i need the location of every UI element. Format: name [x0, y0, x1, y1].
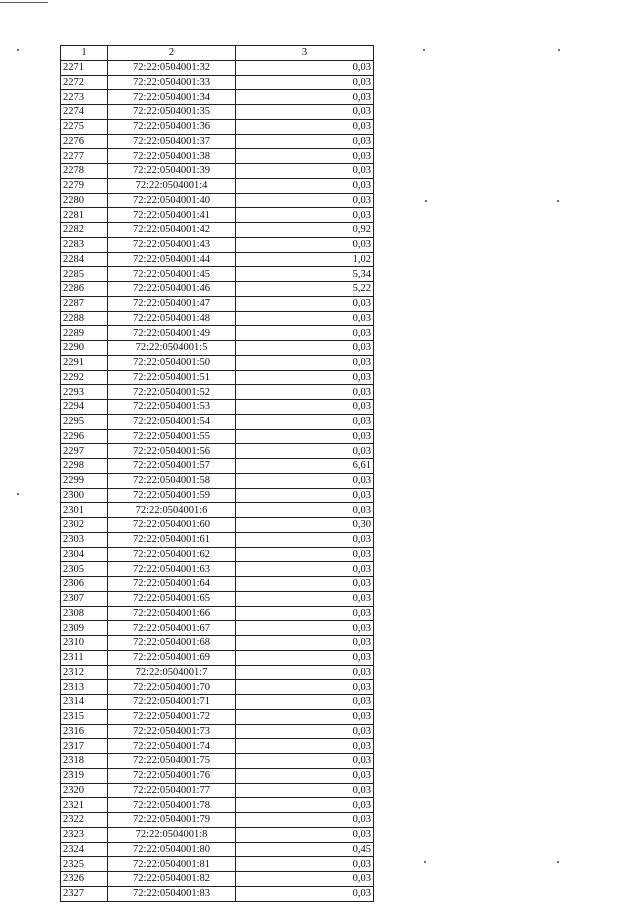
table-row — [61, 798, 374, 813]
cadastral-number-cell: 72:22:0504001:5 — [108, 341, 236, 356]
area-value-cell: 0,03 — [236, 370, 374, 385]
cadastral-number-cell: 72:22:0504001:8 — [108, 827, 236, 842]
table-row — [61, 562, 374, 577]
table-row — [61, 237, 374, 252]
area-value-cell: 0,03 — [236, 414, 374, 429]
area-value-cell: 0,03 — [236, 444, 374, 459]
cadastral-number-cell: 72:22:0504001:67 — [108, 621, 236, 636]
cadastral-number-cell: 72:22:0504001:62 — [108, 547, 236, 562]
table-row — [61, 606, 374, 621]
table-row — [61, 208, 374, 223]
area-value-cell: 0,03 — [236, 326, 374, 341]
area-value-cell: 0,03 — [236, 606, 374, 621]
area-value-cell: 0,03 — [236, 709, 374, 724]
row-number-cell: 2277 — [61, 149, 108, 164]
table-row — [61, 178, 374, 193]
table-row — [61, 577, 374, 592]
area-value-cell: 0,03 — [236, 562, 374, 577]
table-row — [61, 75, 374, 90]
cadastral-number-cell: 72:22:0504001:54 — [108, 414, 236, 429]
cadastral-number-cell: 72:22:0504001:7 — [108, 665, 236, 680]
area-value-cell: 0,03 — [236, 813, 374, 828]
row-number-cell: 2301 — [61, 503, 108, 518]
table-row — [61, 267, 374, 282]
row-number-cell: 2288 — [61, 311, 108, 326]
table-row — [61, 532, 374, 547]
cadastral-number-cell: 72:22:0504001:77 — [108, 783, 236, 798]
table-row — [61, 326, 374, 341]
cadastral-number-cell: 72:22:0504001:39 — [108, 164, 236, 179]
cadastral-number-cell: 72:22:0504001:61 — [108, 532, 236, 547]
area-value-cell: 0,03 — [236, 739, 374, 754]
cadastral-number-cell: 72:22:0504001:55 — [108, 429, 236, 444]
area-value-cell: 0,03 — [236, 798, 374, 813]
area-value-cell: 0,03 — [236, 547, 374, 562]
table-row — [61, 754, 374, 769]
scan-speck — [17, 49, 19, 51]
table-row — [61, 473, 374, 488]
table-row — [61, 164, 374, 179]
column-header-number: 1 — [61, 46, 108, 61]
area-value-cell: 0,03 — [236, 636, 374, 651]
row-number-cell: 2285 — [61, 267, 108, 282]
cadastral-number-cell: 72:22:0504001:4 — [108, 178, 236, 193]
row-number-cell: 2294 — [61, 400, 108, 415]
scan-speck — [424, 861, 426, 863]
row-number-cell: 2274 — [61, 105, 108, 120]
cadastral-number-cell: 72:22:0504001:38 — [108, 149, 236, 164]
row-number-cell: 2293 — [61, 385, 108, 400]
area-value-cell: 0,03 — [236, 695, 374, 710]
area-value-cell: 0,03 — [236, 591, 374, 606]
row-number-cell: 2303 — [61, 532, 108, 547]
table-row — [61, 709, 374, 724]
area-value-cell: 1,02 — [236, 252, 374, 267]
area-value-cell: 0,03 — [236, 768, 374, 783]
table-row — [61, 370, 374, 385]
cadastral-number-cell: 72:22:0504001:70 — [108, 680, 236, 695]
cadastral-number-cell: 72:22:0504001:32 — [108, 60, 236, 75]
row-number-cell: 2307 — [61, 591, 108, 606]
row-number-cell: 2324 — [61, 842, 108, 857]
row-number-cell: 2316 — [61, 724, 108, 739]
table-row — [61, 223, 374, 238]
area-value-cell: 0,03 — [236, 724, 374, 739]
scan-speck — [423, 49, 425, 51]
cadastral-number-cell: 72:22:0504001:34 — [108, 90, 236, 105]
cadastral-number-cell: 72:22:0504001:72 — [108, 709, 236, 724]
area-value-cell: 0,03 — [236, 149, 374, 164]
table-row — [61, 400, 374, 415]
cadastral-number-cell: 72:22:0504001:64 — [108, 577, 236, 592]
area-value-cell: 5,34 — [236, 267, 374, 282]
cadastral-number-cell: 72:22:0504001:82 — [108, 872, 236, 887]
row-number-cell: 2309 — [61, 621, 108, 636]
cadastral-number-cell: 72:22:0504001:53 — [108, 400, 236, 415]
row-number-cell: 2284 — [61, 252, 108, 267]
table-row — [61, 827, 374, 842]
cadastral-number-cell: 72:22:0504001:79 — [108, 813, 236, 828]
cadastral-number-cell: 72:22:0504001:75 — [108, 754, 236, 769]
cadastral-number-cell: 72:22:0504001:56 — [108, 444, 236, 459]
area-value-cell: 0,03 — [236, 60, 374, 75]
cadastral-number-cell: 72:22:0504001:49 — [108, 326, 236, 341]
table-row — [61, 857, 374, 872]
row-number-cell: 2287 — [61, 296, 108, 311]
table-body — [61, 60, 374, 901]
cadastral-number-cell: 72:22:0504001:37 — [108, 134, 236, 149]
row-number-cell: 2317 — [61, 739, 108, 754]
scan-speck — [557, 861, 559, 863]
row-number-cell: 2283 — [61, 237, 108, 252]
scan-speck — [17, 493, 19, 495]
row-number-cell: 2322 — [61, 813, 108, 828]
row-number-cell: 2312 — [61, 665, 108, 680]
area-value-cell: 0,03 — [236, 577, 374, 592]
area-value-cell: 0,03 — [236, 355, 374, 370]
area-value-cell: 0,03 — [236, 105, 374, 120]
area-value-cell: 0,45 — [236, 842, 374, 857]
cadastral-number-cell: 72:22:0504001:35 — [108, 105, 236, 120]
area-value-cell: 0,03 — [236, 341, 374, 356]
table-row — [61, 252, 374, 267]
cadastral-number-cell: 72:22:0504001:71 — [108, 695, 236, 710]
area-value-cell: 0,92 — [236, 223, 374, 238]
area-value-cell: 0,03 — [236, 857, 374, 872]
row-number-cell: 2319 — [61, 768, 108, 783]
area-value-cell: 0,03 — [236, 164, 374, 179]
row-number-cell: 2320 — [61, 783, 108, 798]
row-number-cell: 2298 — [61, 459, 108, 474]
table-row — [61, 650, 374, 665]
table-row — [61, 768, 374, 783]
area-value-cell: 0,03 — [236, 119, 374, 134]
row-number-cell: 2326 — [61, 872, 108, 887]
cadastral-number-cell: 72:22:0504001:73 — [108, 724, 236, 739]
row-number-cell: 2314 — [61, 695, 108, 710]
row-number-cell: 2271 — [61, 60, 108, 75]
row-number-cell: 2325 — [61, 857, 108, 872]
table-row — [61, 282, 374, 297]
area-value-cell: 0,03 — [236, 473, 374, 488]
cadastral-number-cell: 72:22:0504001:44 — [108, 252, 236, 267]
row-number-cell: 2313 — [61, 680, 108, 695]
table-row — [61, 134, 374, 149]
cadastral-number-cell: 72:22:0504001:36 — [108, 119, 236, 134]
table-row — [61, 503, 374, 518]
area-value-cell: 6,61 — [236, 459, 374, 474]
area-value-cell: 0,03 — [236, 134, 374, 149]
area-value-cell: 0,03 — [236, 532, 374, 547]
table-row — [61, 429, 374, 444]
area-value-cell: 0,03 — [236, 237, 374, 252]
table-row — [61, 414, 374, 429]
row-number-cell: 2321 — [61, 798, 108, 813]
table-row — [61, 695, 374, 710]
cadastral-number-cell: 72:22:0504001:50 — [108, 355, 236, 370]
cadastral-number-cell: 72:22:0504001:81 — [108, 857, 236, 872]
table-row — [61, 119, 374, 134]
table-row — [61, 296, 374, 311]
area-value-cell: 0,03 — [236, 296, 374, 311]
table-row — [61, 385, 374, 400]
cadastral-number-cell: 72:22:0504001:69 — [108, 650, 236, 665]
area-value-cell: 0,03 — [236, 621, 374, 636]
area-value-cell: 0,03 — [236, 503, 374, 518]
cadastral-number-cell: 72:22:0504001:45 — [108, 267, 236, 282]
cadastral-number-cell: 72:22:0504001:52 — [108, 385, 236, 400]
table-row — [61, 311, 374, 326]
area-value-cell: 0,03 — [236, 754, 374, 769]
area-value-cell: 0,03 — [236, 650, 374, 665]
cadastral-number-cell: 72:22:0504001:51 — [108, 370, 236, 385]
table-row — [61, 459, 374, 474]
area-value-cell: 0,03 — [236, 178, 374, 193]
table-row — [61, 444, 374, 459]
area-value-cell: 0,03 — [236, 90, 374, 105]
row-number-cell: 2273 — [61, 90, 108, 105]
cadastral-number-cell: 72:22:0504001:65 — [108, 591, 236, 606]
cadastral-number-cell: 72:22:0504001:63 — [108, 562, 236, 577]
cadastral-number-cell: 72:22:0504001:83 — [108, 886, 236, 901]
table-row — [61, 886, 374, 901]
row-number-cell: 2290 — [61, 341, 108, 356]
row-number-cell: 2289 — [61, 326, 108, 341]
area-value-cell: 5,22 — [236, 282, 374, 297]
cadastral-number-cell: 72:22:0504001:58 — [108, 473, 236, 488]
row-number-cell: 2311 — [61, 650, 108, 665]
row-number-cell: 2292 — [61, 370, 108, 385]
row-number-cell: 2278 — [61, 164, 108, 179]
area-value-cell: 0,03 — [236, 75, 374, 90]
row-number-cell: 2310 — [61, 636, 108, 651]
cadastral-number-cell: 72:22:0504001:68 — [108, 636, 236, 651]
row-number-cell: 2327 — [61, 886, 108, 901]
area-value-cell: 0,03 — [236, 680, 374, 695]
row-number-cell: 2305 — [61, 562, 108, 577]
table-row — [61, 813, 374, 828]
area-value-cell: 0,03 — [236, 429, 374, 444]
row-number-cell: 2282 — [61, 223, 108, 238]
table-row — [61, 665, 374, 680]
cadastral-number-cell: 72:22:0504001:47 — [108, 296, 236, 311]
row-number-cell: 2318 — [61, 754, 108, 769]
table-row — [61, 636, 374, 651]
cadastral-number-cell: 72:22:0504001:76 — [108, 768, 236, 783]
cadastral-number-cell: 72:22:0504001:33 — [108, 75, 236, 90]
area-value-cell: 0,30 — [236, 518, 374, 533]
scan-speck — [557, 200, 559, 202]
row-number-cell: 2302 — [61, 518, 108, 533]
row-number-cell: 2299 — [61, 473, 108, 488]
row-number-cell: 2304 — [61, 547, 108, 562]
scan-speck — [425, 200, 427, 202]
cadastral-number-cell: 72:22:0504001:48 — [108, 311, 236, 326]
cadastral-number-cell: 72:22:0504001:43 — [108, 237, 236, 252]
area-value-cell: 0,03 — [236, 783, 374, 798]
table-row — [61, 90, 374, 105]
cadastral-number-cell: 72:22:0504001:42 — [108, 223, 236, 238]
row-number-cell: 2300 — [61, 488, 108, 503]
area-value-cell: 0,03 — [236, 827, 374, 842]
row-number-cell: 2281 — [61, 208, 108, 223]
table-row — [61, 739, 374, 754]
row-number-cell: 2295 — [61, 414, 108, 429]
table-row — [61, 842, 374, 857]
row-number-cell: 2297 — [61, 444, 108, 459]
cadastral-number-cell: 72:22:0504001:80 — [108, 842, 236, 857]
table-row — [61, 60, 374, 75]
area-value-cell: 0,03 — [236, 193, 374, 208]
row-number-cell: 2286 — [61, 282, 108, 297]
cadastral-table — [60, 45, 374, 902]
column-header-area: 3 — [236, 46, 374, 61]
area-value-cell: 0,03 — [236, 886, 374, 901]
table-row — [61, 518, 374, 533]
row-number-cell: 2280 — [61, 193, 108, 208]
cadastral-number-cell: 72:22:0504001:40 — [108, 193, 236, 208]
row-number-cell: 2275 — [61, 119, 108, 134]
area-value-cell: 0,03 — [236, 208, 374, 223]
cadastral-number-cell: 72:22:0504001:66 — [108, 606, 236, 621]
cadastral-number-cell: 72:22:0504001:78 — [108, 798, 236, 813]
page-top-rule — [0, 2, 48, 3]
row-number-cell: 2276 — [61, 134, 108, 149]
table-row — [61, 724, 374, 739]
area-value-cell: 0,03 — [236, 385, 374, 400]
row-number-cell: 2296 — [61, 429, 108, 444]
cadastral-number-cell: 72:22:0504001:6 — [108, 503, 236, 518]
row-number-cell: 2315 — [61, 709, 108, 724]
table-row — [61, 355, 374, 370]
cadastral-number-cell: 72:22:0504001:41 — [108, 208, 236, 223]
cadastral-number-cell: 72:22:0504001:74 — [108, 739, 236, 754]
cadastral-number-cell: 72:22:0504001:46 — [108, 282, 236, 297]
table-row — [61, 591, 374, 606]
table-header-row — [61, 46, 374, 61]
row-number-cell: 2308 — [61, 606, 108, 621]
area-value-cell: 0,03 — [236, 872, 374, 887]
table-row — [61, 105, 374, 120]
row-number-cell: 2306 — [61, 577, 108, 592]
row-number-cell: 2323 — [61, 827, 108, 842]
table-row — [61, 783, 374, 798]
row-number-cell: 2291 — [61, 355, 108, 370]
table-row — [61, 621, 374, 636]
row-number-cell: 2279 — [61, 178, 108, 193]
table-row — [61, 488, 374, 503]
column-header-cadastral: 2 — [108, 46, 236, 61]
table-row — [61, 547, 374, 562]
cadastral-number-cell: 72:22:0504001:59 — [108, 488, 236, 503]
cadastral-number-cell: 72:22:0504001:60 — [108, 518, 236, 533]
area-value-cell: 0,03 — [236, 400, 374, 415]
cadastral-number-cell: 72:22:0504001:57 — [108, 459, 236, 474]
table-row — [61, 341, 374, 356]
row-number-cell: 2272 — [61, 75, 108, 90]
scan-speck — [558, 49, 560, 51]
area-value-cell: 0,03 — [236, 665, 374, 680]
area-value-cell: 0,03 — [236, 488, 374, 503]
table-row — [61, 193, 374, 208]
table-row — [61, 149, 374, 164]
area-value-cell: 0,03 — [236, 311, 374, 326]
table-row — [61, 872, 374, 887]
table-row — [61, 680, 374, 695]
